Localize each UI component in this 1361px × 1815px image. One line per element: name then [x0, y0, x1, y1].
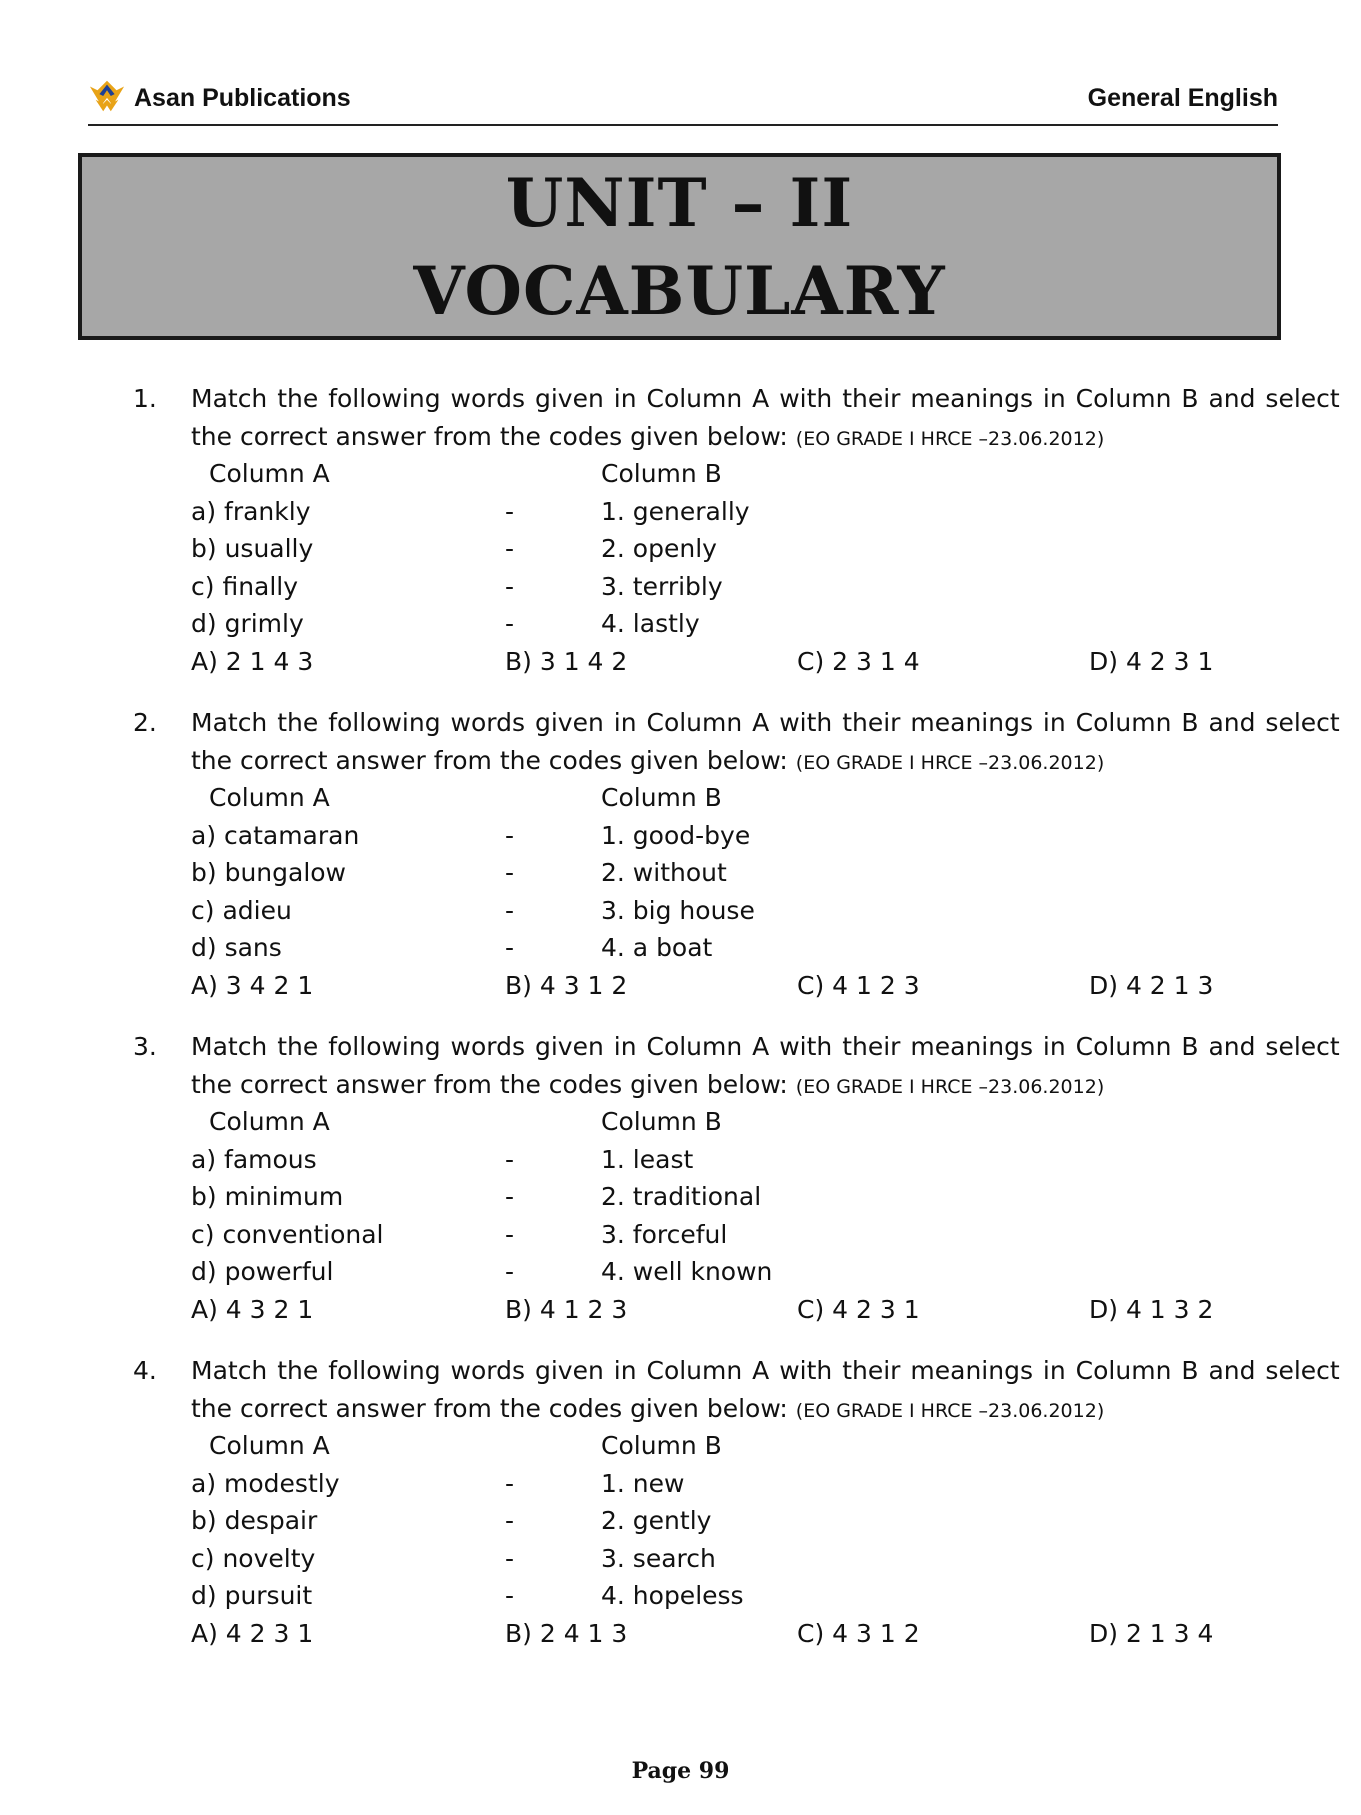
column-header-row: [133, 455, 1273, 493]
match-pair-row: [133, 854, 1273, 892]
exam-source: (EO GRADE I HRCE –23.06.2012): [795, 751, 1105, 774]
match-pair-row: [133, 1178, 1273, 1216]
question-stem-row: [133, 742, 1273, 780]
match-pair-row: [133, 1540, 1273, 1578]
column-b-header: Column B: [601, 459, 722, 488]
question-stem-text: the correct answer from the codes given below:: [191, 745, 788, 775]
question-stem-row: [133, 380, 1340, 418]
answer-options-row: [133, 1615, 1273, 1653]
answer-options-row: [133, 1291, 1273, 1329]
column-a-item: d) grimly: [191, 609, 304, 638]
column-a-item: c) novelty: [191, 1543, 316, 1573]
column-b-item: 4. lastly: [601, 609, 700, 638]
answer-option[interactable]: B) 4 1 2 3: [505, 1294, 628, 1324]
answer-option[interactable]: D) 2 1 3 4: [1089, 1618, 1214, 1648]
answer-option[interactable]: D) 4 1 3 2: [1089, 1294, 1214, 1324]
pair-dash: -: [505, 1257, 515, 1286]
question: [133, 1352, 1340, 1652]
column-b-item: 1. least: [601, 1144, 694, 1174]
exam-source: (EO GRADE I HRCE –23.06.2012): [795, 1399, 1105, 1422]
answer-options-row: [133, 967, 1273, 1005]
pair-dash: -: [505, 820, 515, 850]
answer-option[interactable]: A) 4 2 3 1: [191, 1618, 314, 1648]
match-pair-row: [133, 605, 1273, 643]
column-b-item: 4. well known: [601, 1257, 773, 1286]
question-stem: Match the following words given in Column A with their meanings in Column B and select: [191, 708, 1340, 737]
column-b-item: 1. good-bye: [601, 820, 751, 850]
column-a-item: b) minimum: [191, 1182, 344, 1211]
pair-dash: -: [505, 1182, 515, 1211]
column-a-item: d) pursuit: [191, 1581, 313, 1610]
question-stem-row: [133, 1066, 1273, 1104]
match-pair-row: [133, 1141, 1273, 1179]
pair-dash: -: [505, 496, 515, 526]
match-pair-row: [133, 1577, 1273, 1615]
publisher-name: Asan Publications: [134, 84, 351, 112]
question-stem-row: [133, 418, 1273, 456]
unit-title: UNIT – II: [505, 164, 854, 242]
pair-dash: -: [505, 895, 515, 925]
column-b-item: 2. traditional: [601, 1182, 762, 1211]
match-pair-row: [133, 929, 1273, 967]
question: [133, 1028, 1340, 1328]
column-a-item: c) finally: [191, 571, 299, 601]
answer-option[interactable]: B) 2 4 1 3: [505, 1618, 628, 1648]
pair-dash: -: [505, 1543, 515, 1573]
column-header-row: [133, 1427, 1273, 1465]
answer-option[interactable]: D) 4 2 3 1: [1089, 646, 1214, 676]
answer-option[interactable]: C) 4 2 3 1: [797, 1294, 920, 1324]
question-number: 1.: [133, 384, 157, 413]
match-pair-row: [133, 817, 1273, 855]
column-b-item: 3. search: [601, 1543, 716, 1573]
question-number: 4.: [133, 1356, 157, 1385]
column-b-header: Column B: [601, 783, 722, 812]
column-b-item: 1. generally: [601, 496, 750, 526]
column-a-header: Column A: [209, 783, 330, 812]
column-b-header: Column B: [601, 1107, 722, 1136]
answer-option[interactable]: B) 4 3 1 2: [505, 970, 628, 1000]
pair-dash: -: [505, 858, 515, 887]
question-stem-text: the correct answer from the codes given below:: [191, 1069, 788, 1099]
question-stem-continued: [191, 1066, 1104, 1107]
answer-option[interactable]: C) 4 1 2 3: [797, 970, 920, 1000]
column-a-header: Column A: [209, 1431, 330, 1460]
answer-option[interactable]: A) 3 4 2 1: [191, 970, 314, 1000]
pair-dash: -: [505, 1506, 515, 1535]
answer-option[interactable]: D) 4 2 1 3: [1089, 970, 1214, 1000]
match-pair-row: [133, 493, 1273, 531]
question-stem-row: [133, 704, 1340, 742]
pair-dash: -: [505, 609, 515, 638]
pair-dash: -: [505, 1468, 515, 1498]
question-stem-row: [133, 1352, 1340, 1390]
question-stem-continued: [191, 1390, 1104, 1431]
match-pair-row: [133, 530, 1273, 568]
column-a-item: a) catamaran: [191, 820, 360, 850]
column-a-header: Column A: [209, 1107, 330, 1136]
question-stem-row: [133, 1028, 1340, 1066]
column-b-item: 3. forceful: [601, 1219, 728, 1249]
exam-source: (EO GRADE I HRCE –23.06.2012): [795, 427, 1105, 450]
pair-dash: -: [505, 571, 515, 601]
match-pair-row: [133, 568, 1273, 606]
pair-dash: -: [505, 1219, 515, 1249]
column-header-row: [133, 1103, 1273, 1141]
column-b-item: 4. a boat: [601, 933, 713, 962]
question-stem-continued: [191, 742, 1104, 783]
question-stem-text: the correct answer from the codes given below:: [191, 1393, 788, 1423]
column-a-item: b) usually: [191, 534, 314, 563]
answer-options-row: [133, 643, 1273, 681]
column-header-row: [133, 779, 1273, 817]
column-b-item: 4. hopeless: [601, 1581, 744, 1610]
unit-title-box: [78, 153, 1281, 340]
column-a-header: Column A: [209, 459, 330, 488]
answer-option[interactable]: B) 3 1 4 2: [505, 646, 628, 676]
column-b-item: 1. new: [601, 1468, 685, 1498]
column-b-item: 2. without: [601, 858, 727, 887]
question-stem-row: [133, 1390, 1273, 1428]
question-stem: Match the following words given in Column A with their meanings in Column B and select: [191, 384, 1340, 413]
pair-dash: -: [505, 534, 515, 563]
column-b-item: 3. big house: [601, 895, 755, 925]
column-a-item: a) frankly: [191, 496, 311, 526]
match-pair-row: [133, 1253, 1273, 1291]
match-pair-row: [133, 1502, 1273, 1540]
answer-option[interactable]: A) 4 3 2 1: [191, 1294, 314, 1324]
match-pair-row: [133, 1216, 1273, 1254]
unit-subtitle: VOCABULARY: [413, 252, 946, 330]
column-b-header: Column B: [601, 1431, 722, 1460]
question-number: 3.: [133, 1032, 157, 1061]
match-pair-row: [133, 1465, 1273, 1503]
answer-option[interactable]: A) 2 1 4 3: [191, 646, 314, 676]
question-stem-continued: [191, 418, 1104, 459]
column-a-item: c) conventional: [191, 1219, 384, 1249]
column-a-item: a) modestly: [191, 1468, 340, 1498]
column-b-item: 2. gently: [601, 1506, 712, 1535]
subject-name: General English: [1087, 84, 1278, 112]
column-a-item: a) famous: [191, 1144, 317, 1174]
exam-source: (EO GRADE I HRCE –23.06.2012): [795, 1075, 1105, 1098]
match-pair-row: [133, 892, 1273, 930]
column-b-item: 2. openly: [601, 534, 717, 563]
question: [133, 704, 1340, 1004]
pair-dash: -: [505, 1581, 515, 1610]
column-a-item: c) adieu: [191, 895, 292, 925]
pair-dash: -: [505, 933, 515, 962]
column-b-item: 3. terribly: [601, 571, 723, 601]
page-header: [88, 74, 1278, 126]
column-a-item: b) despair: [191, 1506, 318, 1535]
column-a-item: d) powerful: [191, 1257, 334, 1286]
question-stem: Match the following words given in Column A with their meanings in Column B and select: [191, 1032, 1340, 1061]
asan-logo-icon: [88, 77, 126, 115]
page-number: Page 99: [631, 1758, 730, 1784]
question-stem: Match the following words given in Column A with their meanings in Column B and select: [191, 1356, 1340, 1385]
answer-option[interactable]: C) 4 3 1 2: [797, 1618, 920, 1648]
question-stem-text: the correct answer from the codes given below:: [191, 421, 788, 451]
column-a-item: b) bungalow: [191, 858, 347, 887]
answer-option[interactable]: C) 2 3 1 4: [797, 646, 920, 676]
question-number: 2.: [133, 708, 157, 737]
question: [133, 380, 1340, 680]
pair-dash: -: [505, 1144, 515, 1174]
column-a-item: d) sans: [191, 933, 282, 962]
